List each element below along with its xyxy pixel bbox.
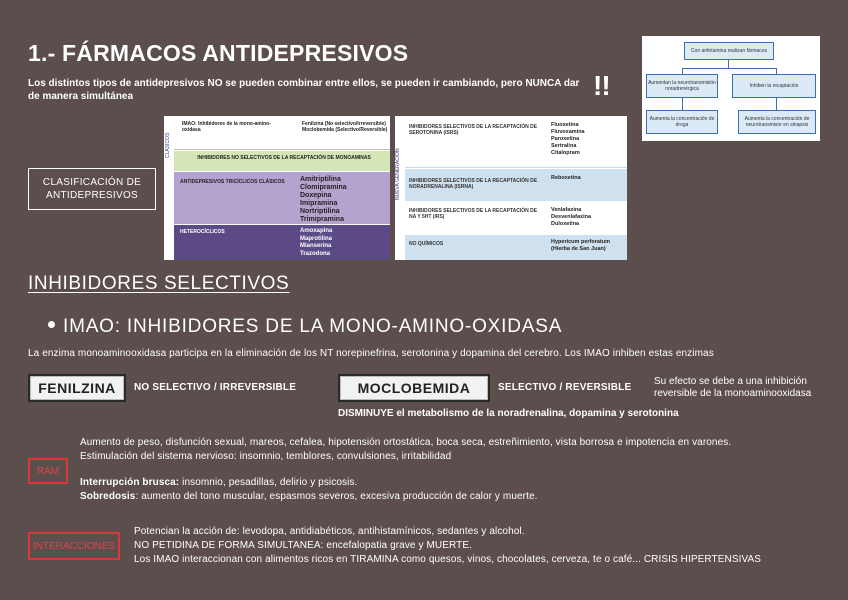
- drug-name: Hypericum perforatum: [551, 239, 610, 245]
- flow-connector: [682, 98, 683, 110]
- spacer: [80, 464, 840, 476]
- section-title: INHIBIDORES SELECTIVOS: [28, 273, 290, 294]
- inter-line: Los IMAO interaccionan con alimentos ricos en TIRAMINA como quesos, vinos, chocolates, cerveza, te o café... CRISIS HIPERTENSIVAS: [134, 554, 762, 565]
- drug-name: Imipramina: [300, 200, 338, 207]
- flow-box-left-mid: Aumentan la neurotransmisión noradrenérgica: [646, 74, 718, 98]
- flow-diagram: [642, 36, 820, 141]
- flow-box-left-bottom: Aumenta la concentración de droga: [646, 110, 718, 134]
- drug-name: Citalopram: [551, 150, 580, 156]
- table-row: [405, 202, 627, 234]
- heterocyclic-row: [174, 225, 390, 260]
- row-label: INHIBIDORES SELECTIVOS DE LA RECAPTACIÓN DE NORADRENALINA (ISRNA): [409, 178, 538, 190]
- row-label: INHIBIDORES SELECTIVOS DE LA RECAPTACIÓN DE NA Y 5HT (IRS): [409, 208, 538, 220]
- row-drugs: [551, 175, 581, 182]
- ram-line: [80, 490, 840, 504]
- tricyclic-label: ANTIDEPRESIVOS TRICÍCLICOS CLÁSICOS: [180, 179, 285, 185]
- ram-line: Aumento de peso, disfunción sexual, mareos, cefalea, hipotensión ortostática, boca seca, estreñimiento, vista borrosa e impotencia en varones.: [80, 437, 732, 448]
- intro-text: Los distintos tipos de antidepresivos NO se pueden combinar entre ellos, se pueden ir cambiando, pero NUNCA dar de manera simultánea: [28, 78, 580, 102]
- table-row: [405, 116, 627, 168]
- classic-antidepressants-table: [164, 116, 390, 260]
- drug-name: Paroxetina: [551, 136, 580, 142]
- drug-name: Amoxapina: [300, 228, 333, 234]
- enzyme-text: La enzima monoaminooxidasa participa en la eliminación de los NT norepinefrina, serotonina y dopamina del cerebro. Los IMAO inhiben estas enzimas: [28, 348, 714, 359]
- ram-line: [80, 476, 840, 490]
- tricyclic-drugs: [300, 176, 386, 224]
- table1-vertical-label: CLÁSICOS: [165, 132, 171, 158]
- drug-name: Mianserina: [300, 243, 332, 249]
- interacciones-text: [134, 525, 844, 567]
- fenilzina-button[interactable]: FENILZINA: [28, 374, 126, 402]
- row-drugs: [551, 207, 591, 228]
- ram-text: [80, 436, 840, 504]
- drug-name: Duloxetina: [551, 221, 580, 227]
- ram-interr-rest: insomnio, pesadillas, delirio y psicosis.: [179, 477, 358, 488]
- moclobemida-desc: SELECTIVO / REVERSIBLE: [498, 382, 632, 393]
- classification-button[interactable]: CLASIFICACIÓN DE ANTIDEPRESIVOS: [28, 168, 156, 210]
- drug-name: Sertralina: [551, 143, 577, 149]
- heterocyclic-drugs: [300, 228, 386, 258]
- row-drugs: [551, 239, 610, 253]
- drug-name: Trimipramina: [300, 216, 344, 223]
- page-title: 1.- FÁRMACOS ANTIDEPRESIVOS: [28, 40, 409, 66]
- row-label: INHIBIDORES SELECTIVOS DE LA RECAPTACIÓN DE SEROTONINA (ISRS): [409, 124, 538, 136]
- table-row: [405, 235, 627, 260]
- flow-connector: [728, 60, 729, 68]
- flow-box-right-mid: Inhiben la recaptación: [732, 74, 816, 98]
- drug-name: (Hierba de San Juan): [551, 246, 606, 252]
- row-label: NO QUÍMICOS: [409, 241, 444, 247]
- ram-sobre-rest: : aumento del tono muscular, espasmos severos, excesiva producción de calor y muerte.: [135, 491, 538, 502]
- new-generation-table: [395, 116, 627, 260]
- inter-line: Potencian la acción de: levodopa, antidiabéticos, antihistamínicos, sedantes y alcohol.: [134, 526, 525, 537]
- ram-sobre-bold: Sobredosis: [80, 491, 136, 502]
- interacciones-tag[interactable]: INTERACCIONES: [28, 532, 120, 560]
- inter-line: NO PETIDINA DE FORMA SIMULTANEA: encefalopatia grave y MUERTE.: [134, 540, 472, 551]
- flow-box-top: Con anfetamina realizan fármacos: [684, 42, 774, 60]
- efecto-text: Su efecto se debe a una inhibición reversible de la monoaminooxidasa: [654, 376, 812, 399]
- drug-name: Maprotilina: [300, 235, 333, 242]
- bullet-icon: [48, 321, 55, 328]
- row-drugs: [551, 122, 585, 157]
- table1-header: [174, 151, 390, 171]
- ram-line: Estimulación del sistema nervioso: insomnio, temblores, convulsiones, irritabilidad: [80, 451, 452, 462]
- table1-header-text: INHIBIDORES NO SELECTIVOS DE LA RECAPTACIÓN DE MONOAMINAS: [197, 155, 371, 161]
- fenilzina-desc: NO SELECTIVO / IRREVERSIBLE: [134, 382, 297, 393]
- imao-row-drugs: Fenilzina (No selectivo/Irreversible) Moclobemida (Selectivo/Reversible): [302, 121, 388, 133]
- disminuye-bold: DISMINUYE: [338, 408, 394, 419]
- moclobemida-button[interactable]: MOCLOBEMIDA: [338, 374, 490, 402]
- flow-connector: [682, 68, 776, 69]
- drug-name: Amitriptilina: [300, 176, 341, 183]
- table-row: [405, 169, 627, 201]
- drug-name: Trazodona: [300, 250, 331, 257]
- drug-name: Fluvoxamina: [551, 129, 585, 135]
- drug-name: Nortriptilina: [300, 208, 340, 215]
- imao-heading-text: IMAO: INHIBIDORES DE LA MONO-AMINO-OXIDASA: [63, 316, 563, 337]
- drug-name: Clomipramina: [300, 184, 347, 191]
- ram-interr-bold: Interrupción brusca:: [80, 477, 180, 488]
- imao-heading: [48, 316, 562, 338]
- disminuye-rest: el metabolismo de la noradrenalina, dopamina y serotonina: [393, 408, 679, 419]
- flow-box-right-bottom: Aumenta la concentración de neurotransmisor en sinapsis: [738, 110, 816, 134]
- imao-row-label: IMAO: Inhibidores de la mono-amino-oxidasa: [182, 121, 271, 133]
- drug-name: Doxepina: [300, 192, 332, 199]
- ram-tag[interactable]: RAM: [28, 458, 68, 484]
- drug-name: Reboxetina: [551, 175, 581, 181]
- drug-name: Desvenlafaxina: [551, 214, 592, 220]
- tricyclic-row: [174, 172, 390, 224]
- drug-name: Fluoxetina: [551, 122, 579, 128]
- warning-mark: !!: [593, 70, 610, 101]
- drug-name: Venlafaxina: [551, 207, 582, 213]
- flow-connector: [776, 98, 777, 110]
- heterocyclic-label: HETEROCÍCLICOS: [180, 229, 225, 235]
- imao-row: [174, 116, 390, 150]
- table2-vertical-label: NUEVA GENERACIÓN: [395, 148, 401, 200]
- disminuye-text: [338, 408, 679, 419]
